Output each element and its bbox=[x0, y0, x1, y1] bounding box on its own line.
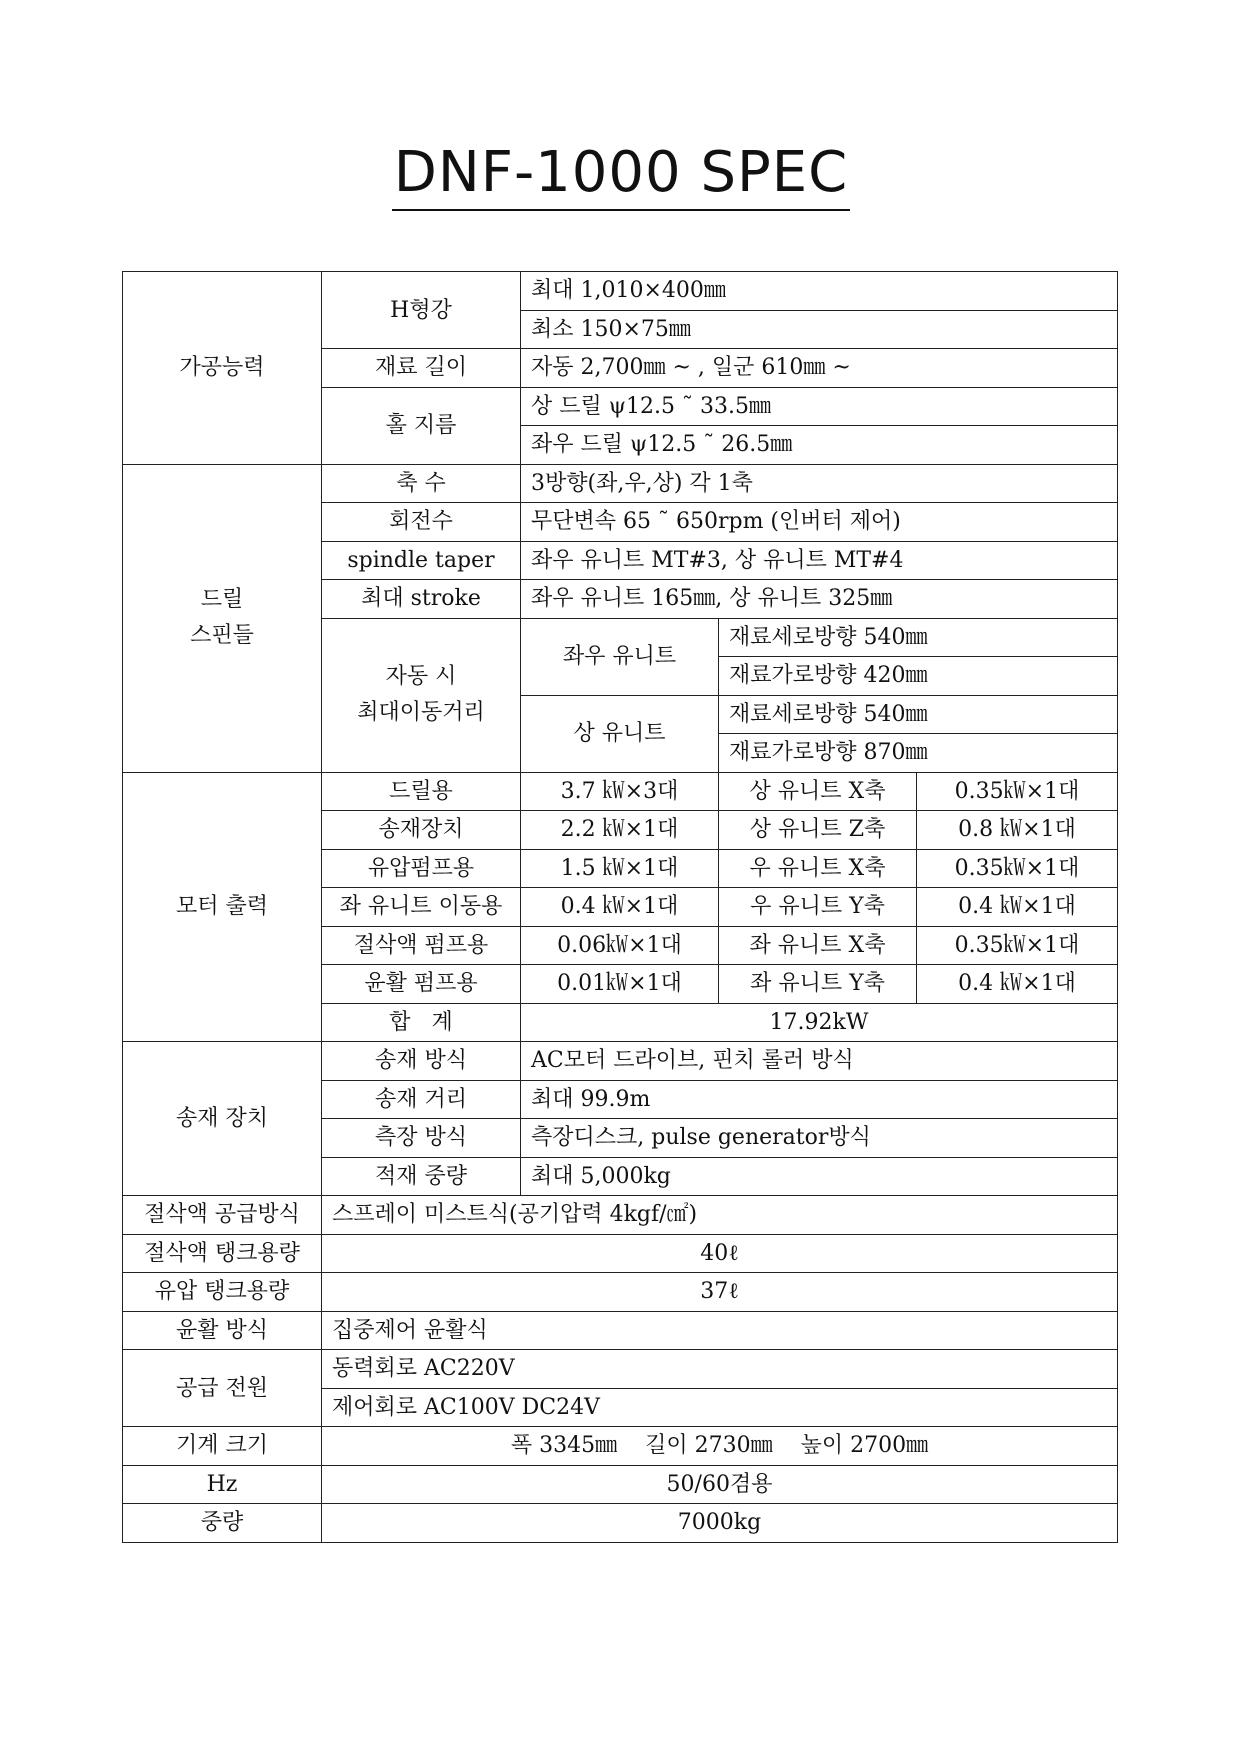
table-row bbox=[123, 1234, 1118, 1273]
row-label-weight: 중량 bbox=[123, 1504, 322, 1543]
cell-load-weight: 최대 5,000kg bbox=[521, 1157, 1118, 1196]
cell-weight: 7000kg bbox=[322, 1504, 1118, 1543]
motor-value: 3.7 ㎾×3대 bbox=[521, 772, 719, 811]
cell-hydraulic-tank: 37ℓ bbox=[322, 1273, 1118, 1312]
cell-measure-method: 측장디스크, pulse generator방식 bbox=[521, 1119, 1118, 1158]
row-label-measure-method: 측장 방식 bbox=[322, 1119, 521, 1158]
motor-name: 윤활 펌프용 bbox=[322, 965, 521, 1004]
row-label-power: 공급 전원 bbox=[123, 1350, 322, 1427]
cell-control-circuit: 제어회로 AC100V DC24V bbox=[322, 1388, 1118, 1427]
motor-value: 0.4 ㎾×1대 bbox=[521, 888, 719, 927]
cell-lr-unit: 좌우 유니트 bbox=[521, 618, 719, 695]
table-row bbox=[123, 464, 1118, 503]
page-title-wrap bbox=[0, 140, 1242, 205]
section-label-feeder: 송재 장치 bbox=[123, 1042, 322, 1196]
motor-value: 0.06㎾×1대 bbox=[521, 926, 719, 965]
row-label-line: 최대이동거리 bbox=[357, 700, 485, 725]
table-row bbox=[123, 1196, 1118, 1235]
motor-value-2: 0.4 ㎾×1대 bbox=[917, 965, 1118, 1004]
row-label-feed-method: 송재 방식 bbox=[322, 1042, 521, 1081]
row-label-h-beam: H형강 bbox=[322, 272, 521, 349]
cell-hole-top: 상 드릴 ψ12.5 ˜ 33.5㎜ bbox=[521, 387, 1118, 426]
row-label-coolant-tank: 절삭액 탱크용량 bbox=[123, 1234, 322, 1273]
cell-lubrication: 집중제어 윤활식 bbox=[322, 1311, 1118, 1350]
motor-value-2: 0.35㎾×1대 bbox=[917, 926, 1118, 965]
motor-value: 1.5 ㎾×1대 bbox=[521, 849, 719, 888]
row-label-machine-size: 기계 크기 bbox=[123, 1427, 322, 1466]
table-row bbox=[123, 1427, 1118, 1466]
section-label-processing: 가공능력 bbox=[123, 272, 322, 465]
motor-value-2: 0.4 ㎾×1대 bbox=[917, 888, 1118, 927]
cell-top-unit: 상 유니트 bbox=[521, 695, 719, 772]
row-label-feed-distance: 송재 거리 bbox=[322, 1080, 521, 1119]
row-label-load-weight: 적재 중량 bbox=[322, 1157, 521, 1196]
row-label-lubrication: 윤활 방식 bbox=[123, 1311, 322, 1350]
motor-name: 송재장치 bbox=[322, 811, 521, 850]
motor-name-2: 좌 유니트 X축 bbox=[719, 926, 917, 965]
table-row bbox=[123, 1273, 1118, 1312]
motor-name: 좌 유니트 이동용 bbox=[322, 888, 521, 927]
cell-h-beam-max: 최대 1,010×400㎜ bbox=[521, 272, 1118, 311]
motor-total-label: 합 계 bbox=[322, 1003, 521, 1042]
motor-value: 0.01㎾×1대 bbox=[521, 965, 719, 1004]
cell-feed-method: AC모터 드라이브, 핀치 롤러 방식 bbox=[521, 1042, 1118, 1081]
cell-rpm: 무단변속 65 ˜ 650rpm (인버터 제어) bbox=[521, 503, 1118, 542]
table-row bbox=[123, 1311, 1118, 1350]
section-label-motor: 모터 출력 bbox=[123, 772, 322, 1042]
row-label-hydraulic-tank: 유압 탱크용량 bbox=[123, 1273, 322, 1312]
table-row bbox=[123, 772, 1118, 811]
row-label-stroke: 최대 stroke bbox=[322, 580, 521, 619]
table-row bbox=[123, 272, 1118, 311]
page-title: DNF-1000 SPEC bbox=[392, 140, 851, 211]
section-label-line: 스핀들 bbox=[190, 623, 254, 648]
cell-taper: 좌우 유니트 MT#3, 상 유니트 MT#4 bbox=[521, 541, 1118, 580]
motor-name-2: 좌 유니트 Y축 bbox=[719, 965, 917, 1004]
cell-coolant-tank: 40ℓ bbox=[322, 1234, 1118, 1273]
cell-coolant-supply: 스프레이 미스트식(공기압력 4kgf/㎠) bbox=[322, 1196, 1118, 1235]
row-label-axes: 축 수 bbox=[322, 464, 521, 503]
motor-name-2: 우 유니트 Y축 bbox=[719, 888, 917, 927]
row-label-hole-diameter: 홀 지름 bbox=[322, 387, 521, 464]
motor-name-2: 상 유니트 X축 bbox=[719, 772, 917, 811]
row-label-taper: spindle taper bbox=[322, 541, 521, 580]
motor-total-value: 17.92kW bbox=[521, 1003, 1118, 1042]
table-row bbox=[123, 1350, 1118, 1389]
row-label-hz: Hz bbox=[123, 1465, 322, 1504]
motor-value: 2.2 ㎾×1대 bbox=[521, 811, 719, 850]
table-row bbox=[123, 1465, 1118, 1504]
motor-name: 드릴용 bbox=[322, 772, 521, 811]
cell-axes: 3방향(좌,우,상) 각 1축 bbox=[521, 464, 1118, 503]
spec-table bbox=[122, 271, 1118, 1543]
row-label-coolant-supply: 절삭액 공급방식 bbox=[123, 1196, 322, 1235]
cell-material-length: 자동 2,700㎜ ~ , 일군 610㎜ ~ bbox=[521, 349, 1118, 388]
motor-name: 절삭액 펌프용 bbox=[322, 926, 521, 965]
motor-name: 유압펌프용 bbox=[322, 849, 521, 888]
cell-lr-horizontal: 재료가로방향 420㎜ bbox=[719, 657, 1118, 696]
motor-name-2: 우 유니트 X축 bbox=[719, 849, 917, 888]
cell-h-beam-min: 최소 150×75㎜ bbox=[521, 310, 1118, 349]
motor-name-2: 상 유니트 Z축 bbox=[719, 811, 917, 850]
motor-value-2: 0.8 ㎾×1대 bbox=[917, 811, 1118, 850]
cell-hole-sides: 좌우 드릴 ψ12.5 ˜ 26.5㎜ bbox=[521, 426, 1118, 465]
table-row bbox=[123, 1504, 1118, 1543]
section-label-drill-spindle bbox=[123, 464, 322, 772]
motor-value-2: 0.35㎾×1대 bbox=[917, 772, 1118, 811]
cell-hz: 50/60겸용 bbox=[322, 1465, 1118, 1504]
section-label-line: 드릴 bbox=[200, 587, 244, 612]
cell-feed-distance: 최대 99.9m bbox=[521, 1080, 1118, 1119]
motor-value-2: 0.35㎾×1대 bbox=[917, 849, 1118, 888]
cell-lr-vertical: 재료세로방향 540㎜ bbox=[719, 618, 1118, 657]
cell-top-horizontal: 재료가로방향 870㎜ bbox=[719, 734, 1118, 773]
row-label-line: 자동 시 bbox=[385, 664, 457, 689]
row-label-rpm: 회전수 bbox=[322, 503, 521, 542]
row-label-travel bbox=[322, 618, 521, 772]
cell-power-circuit: 동력회로 AC220V bbox=[322, 1350, 1118, 1389]
cell-top-vertical: 재료세로방향 540㎜ bbox=[719, 695, 1118, 734]
cell-machine-size: 폭 3345㎜ 길이 2730㎜ 높이 2700㎜ bbox=[322, 1427, 1118, 1466]
cell-stroke: 좌우 유니트 165㎜, 상 유니트 325㎜ bbox=[521, 580, 1118, 619]
table-row bbox=[123, 1042, 1118, 1081]
row-label-material-length: 재료 길이 bbox=[322, 349, 521, 388]
